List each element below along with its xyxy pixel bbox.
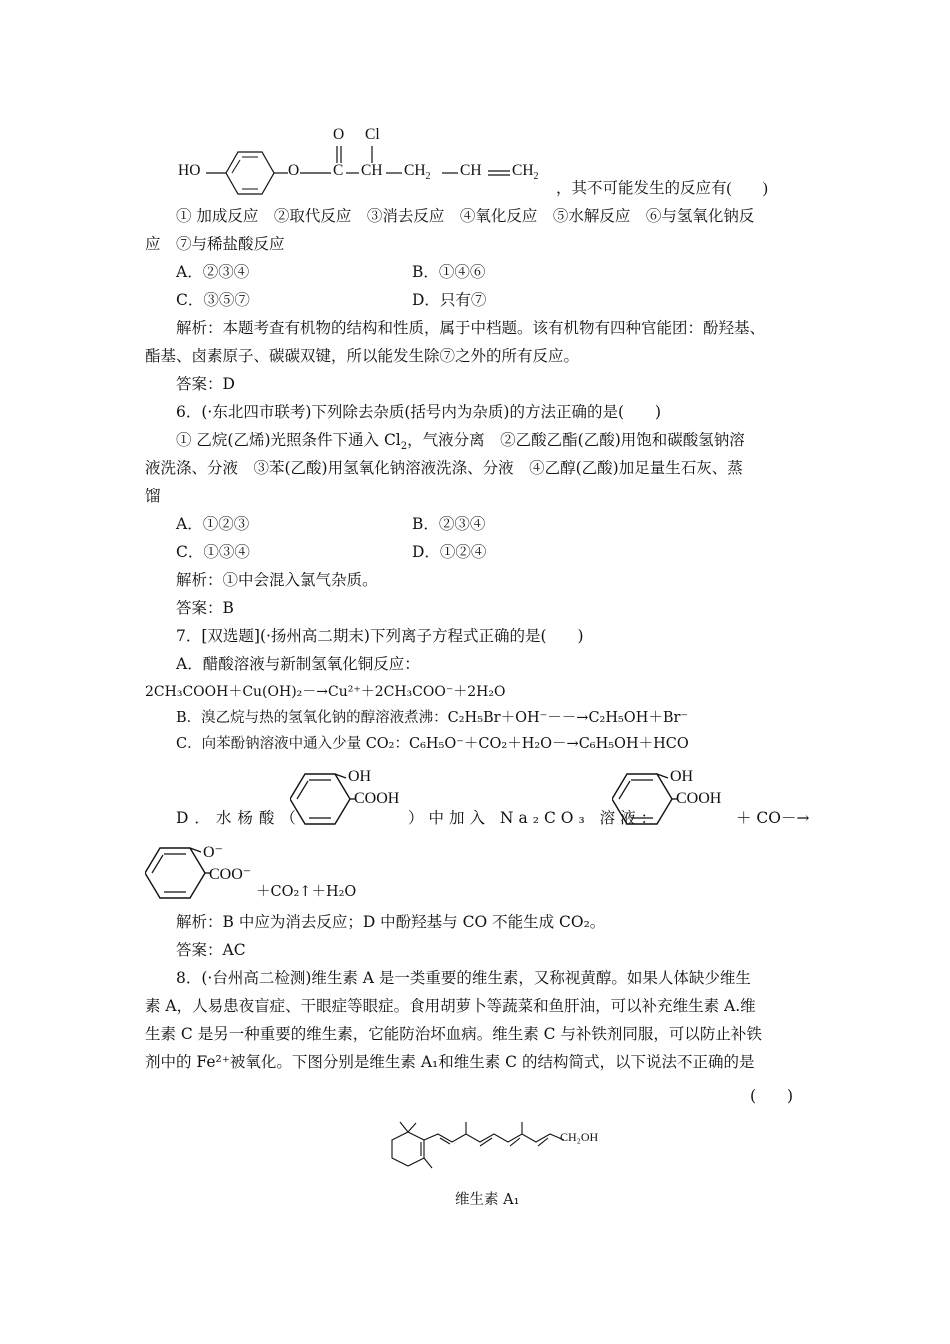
q6-option-c: C．①③④	[176, 543, 250, 561]
q7-option-a-equation: 2CH₃COOH＋Cu(OH)₂－→Cu²⁺＋2CH₃COO⁻＋2H₂O	[145, 684, 506, 700]
q7-answer: 答案：AC	[176, 941, 246, 959]
vitamin-a1-caption: 维生素 A₁	[455, 1192, 520, 1208]
q8-line2: 素 A，人易患夜盲症、干眼症等眼症。食用胡萝卜等蔬菜和鱼肝油，可以补充维生素 A.维	[145, 997, 756, 1015]
carbonyl-oxygen-label: O	[333, 126, 345, 143]
q8-line3: 生素 C 是另一种重要的维生素，它能防治坏血病。维生素 C 与补铁剂同服，可以防止补铁	[145, 1025, 762, 1043]
ho-label: HO	[178, 162, 201, 179]
q6-line2: 液洗涤、分液 ③苯(乙酸)用氢氧化钠溶液洗涤、分液 ④乙醇(乙酸)加足量生石灰、蒸	[145, 459, 743, 477]
q5-option-b: B．①④⑥	[412, 263, 486, 281]
structure-compound-q5	[176, 118, 936, 198]
cooh-label: COOH	[354, 790, 400, 807]
q6-analysis: 解析：①中会混入氯气杂质。	[176, 571, 378, 589]
cooh-label: COOH	[676, 790, 722, 807]
q5-question: ，其不可能发生的反应有( )	[556, 180, 768, 197]
ch-vinyl-label: CH	[460, 162, 482, 179]
q7-option-b: B．溴乙烷与热的氢氧化钠的醇溶液煮沸：C₂H₅Br＋OH⁻－－→C₂H₅OH＋Br⁻	[176, 710, 689, 726]
q7-option-d-tail: ＋ CO－→	[736, 809, 810, 827]
q8-line4: 剂中的 Fe²⁺被氧化。下图分别是维生素 A₁和维生素 C 的结构简式，以下说法不正确的是	[145, 1053, 755, 1071]
q7-option-d-prefix: D．水杨酸（	[176, 809, 302, 827]
vitamin-a1-structure	[378, 1118, 618, 1180]
o-minus-label: O⁻	[203, 844, 223, 861]
coo-minus-label: COO⁻	[209, 866, 252, 883]
vitamin-a1-skeleton	[378, 1118, 618, 1180]
q7-option-c: C．向苯酚钠溶液中通入少量 CO₂：C₆H₅O⁻＋CO₂＋H₂O－→C₆H₅OH＋HCO	[176, 736, 689, 752]
q5-option-d: D．只有⑦	[412, 291, 487, 309]
q5-analysis-line2: 酯基、卤素原子、碳碳双键，所以能发生除⑦之外的所有反应。	[145, 347, 580, 365]
q5-reactions-line2: 应 ⑦与稀盐酸反应	[145, 235, 285, 253]
q8-line1: 8．(·台州高二检测)维生素 A 是一类重要的维生素，又称视黄醇。如果人体缺少维生	[176, 969, 751, 987]
oh-label: OH	[348, 768, 372, 785]
q5-reactions-line1: ① 加成反应 ②取代反应 ③消去反应 ④氧化反应 ⑤水解反应 ⑥与氢氧化钠反	[176, 207, 755, 225]
q6-option-d: D．①②④	[412, 543, 487, 561]
salicylic-acid-structure-1	[290, 764, 420, 834]
ch2-vinyl-label: $CH_2$	[512, 162, 539, 183]
ester-oxygen-label: O	[288, 162, 300, 179]
q7-stem: 7．[双选题](·扬州高二期末)下列离子方程式正确的是( )	[176, 627, 584, 645]
ch2oh-label: CH₂OH	[560, 1130, 599, 1144]
q6-option-a: A．①②③	[176, 515, 250, 533]
q5-analysis-line1: 解析：本题考查有机物的结构和性质，属于中档题。该有机物有四种官能团：酚羟基、	[176, 319, 766, 337]
chlorine-label: Cl	[365, 126, 380, 143]
carbonyl-carbon-label: C	[333, 162, 344, 179]
q6-answer: 答案：B	[176, 599, 234, 617]
ch-label: CH	[361, 162, 383, 179]
ch2-label: $CH_2$	[404, 162, 431, 183]
q5-option-c: C．③⑤⑦	[176, 291, 250, 309]
salicylic-acid-structure-2	[612, 764, 742, 834]
q7-products: ＋CO₂↑＋H₂O	[256, 884, 357, 900]
q7-option-a: A．醋酸溶液与新制氢氧化铜反应：	[176, 655, 420, 673]
q7-analysis: 解析：B 中应为消去反应；D 中酚羟基与 CO 不能生成 CO₂。	[176, 913, 606, 931]
q5-answer: 答案：D	[176, 375, 235, 393]
q6-stem: 6．(·东北四市联考)下列除去杂质(括号内为杂质)的方法正确的是( )	[176, 403, 662, 421]
q6-line1: ① 乙烷(乙烯)光照条件下通入 $Cl_2$，气液分离 ②乙酸乙酯(乙酸)用饱和碳酸氢钠溶	[176, 431, 745, 453]
q8-answer-paren: ( )	[750, 1087, 794, 1105]
oh-label: OH	[670, 768, 694, 785]
q6-option-b: B．②③④	[412, 515, 486, 533]
q7-option-d-middle: ）中加入 Na₂CO₃ 溶液：	[408, 809, 662, 827]
compound-q5-drawing	[176, 118, 596, 198]
q6-line3: 馏	[145, 487, 161, 505]
q5-option-a: A．②③④	[176, 263, 250, 281]
